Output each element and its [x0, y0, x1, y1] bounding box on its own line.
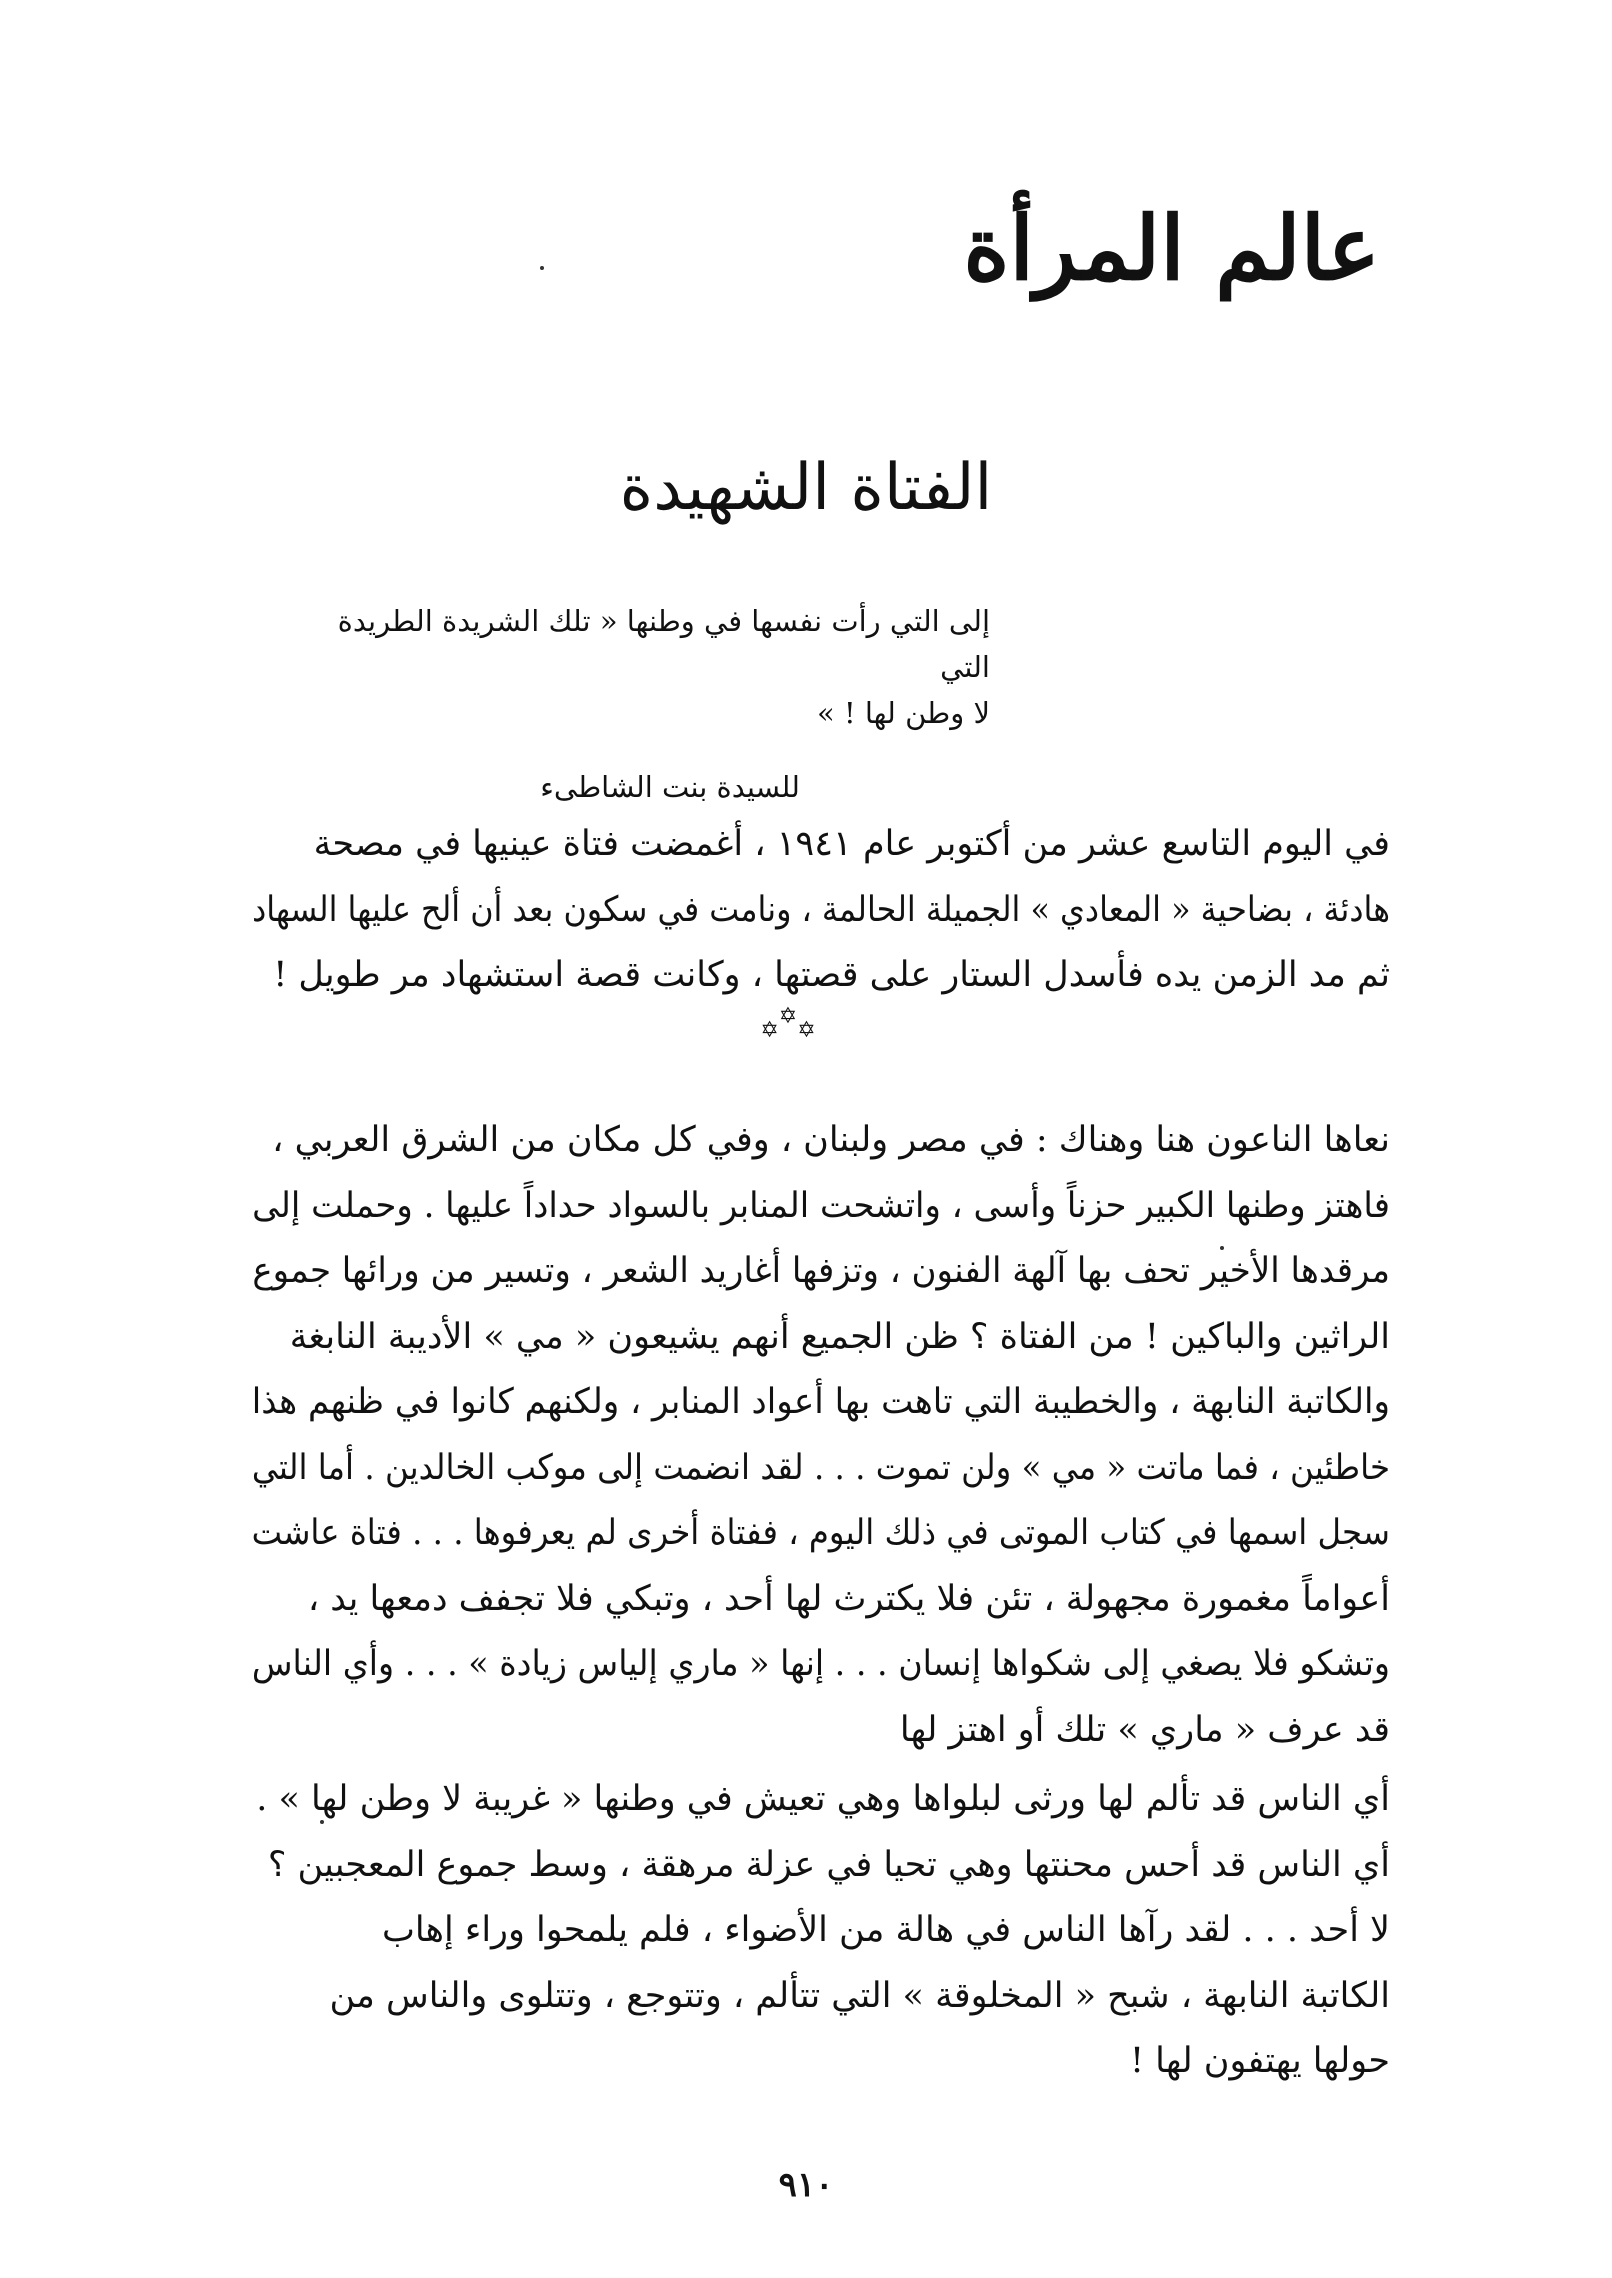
text-line: أي الناس قد تألم لها ورثى لبلواها وهي تعيش في وطنها « غريبة لا وطن لها » .: [256, 1779, 1390, 1819]
text-line: مرقدها الأخير تحف بها آلهة الفنون ، وتزفها أغاريد الشعر ، وتسير من ورائها جموع: [252, 1251, 1390, 1291]
page-number: ٩١٠: [778, 2165, 834, 2205]
text-line: في اليوم التاسع عشر من أكتوبر عام ١٩٤١ ، أغمضت فتاة عينيها في مصحة: [313, 824, 1390, 864]
ornament-star: ✡: [797, 1018, 816, 1043]
dedication-line: إلى التي رأت نفسها في وطنها « تلك الشريدة الطريدة التي: [337, 604, 990, 684]
text-line: فاهتز وطنها الكبير حزناً وأسى ، واتشحت المنابر بالسواد حداداً عليها . وحملت إلى: [252, 1185, 1391, 1226]
text-line: الراثين والباكين ! من الفتاة ؟ ظن الجميع أنهم يشيعون « مي » الأديبة النابغة: [289, 1316, 1390, 1357]
dedication-line: لا وطن لها ! »: [816, 696, 990, 730]
text-line: أعواماً مغمورة مجهولة ، تئن فلا يكترث لها أحد ، وتبكي فلا تجفف دمعها يد ،: [307, 1578, 1390, 1619]
text-line: حولها يهتفون لها !: [1129, 2041, 1390, 2081]
paragraph-1: [252, 812, 1390, 1009]
section-ornament: [738, 1004, 838, 1043]
dedication: [310, 598, 990, 810]
text-line: هادئة ، بضاحية « المعادي » الجميلة الحالمة ، ونامت في سكون بعد أن ألح عليها السهاد: [252, 889, 1390, 930]
paragraph-3: [252, 1767, 1390, 2095]
text-line: قد عرف « ماري » تلك أو اهتز لها: [899, 1709, 1390, 1750]
article-title: الفتاة الشهيدة: [619, 451, 993, 525]
text-line: سجل اسمها في كتاب الموتى في ذلك اليوم ، ففتاة أخرى لم يعرفوها . . . فتاة عاشت: [251, 1513, 1390, 1553]
text-line: الكاتبة النابهة ، شبح « المخلوقة » التي تتألم ، وتتوجع ، وتتلوى والناس من: [329, 1975, 1390, 2016]
ornament-star: ✡: [778, 1004, 798, 1029]
text-line: أي الناس قد أحس محنتها وهي تحيا في عزلة مرهقة ، وسط جموع المعجبين ؟: [267, 1844, 1390, 1885]
text-line: لا أحد . . . لقد رآها الناس في هالة من الأضواء ، فلم يلمحوا وراء إهاب: [381, 1910, 1390, 1950]
text-line: ثم مد الزمن يده فأسدل الستار على قصتها ، وكانت قصة استشهاد مر طويل !: [273, 955, 1390, 995]
print-speck: [1220, 1246, 1224, 1250]
text-line: خاطئين ، فما ماتت « مي » ولن تموت . . . لقد انضمت إلى موكب الخالدين . أما التي: [251, 1447, 1390, 1488]
ornament-star: ✡: [760, 1018, 779, 1043]
dedication-signature: للسيدة بنت الشاطىء: [540, 770, 800, 804]
section-header: عالم المرأة: [963, 196, 1380, 300]
text-line: والكاتبة النابهة ، والخطيبة التي تاهت بها أعواد المنابر ، ولكنهم كانوا في ظنهم هذا: [251, 1382, 1391, 1422]
print-speck: [540, 266, 544, 270]
text-line: نعاها الناعون هنا وهناك : في مصر ولبنان ، وفي كل مكان من الشرق العربي ،: [272, 1120, 1390, 1160]
text-line: وتشكو فلا يصغي إلى شكواها إنسان . . . إنها « ماري إلياس زيادة » . . . وأي الناس: [251, 1644, 1391, 1684]
paragraph-2: [252, 1108, 1390, 1763]
print-speck: [320, 1820, 324, 1824]
